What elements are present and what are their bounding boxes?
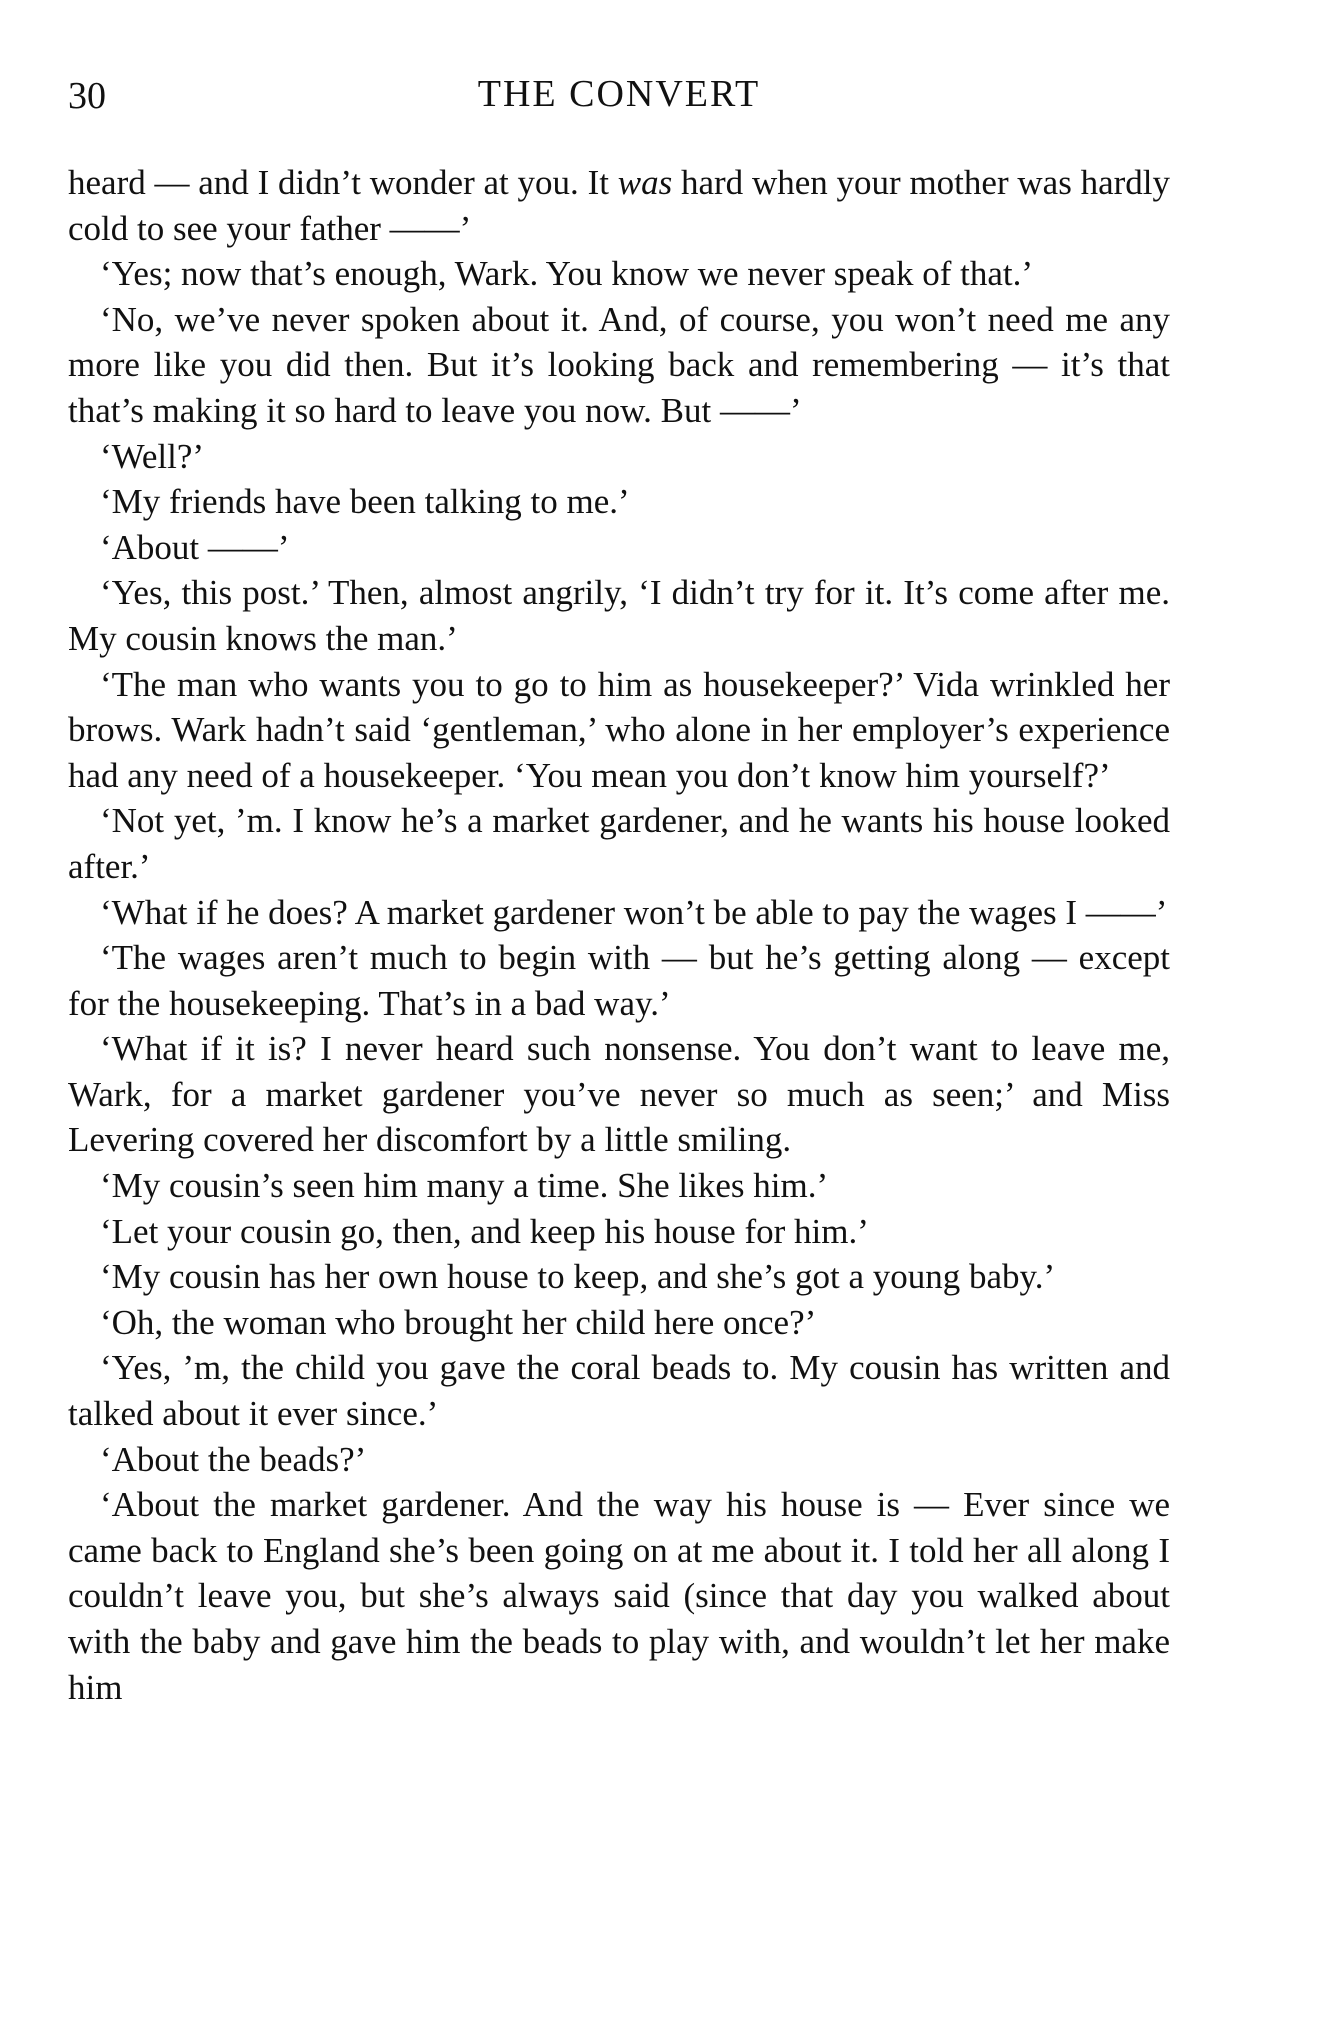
paragraph: ‘Yes, ’m, the child you gave the coral beads to. My cousin has written and talked about it ever since.’ xyxy=(68,1348,1170,1434)
page-number: 30 xyxy=(68,75,106,117)
paragraph: ‘What if he does? A market gardener won’t be able to pay the wages I ——’ xyxy=(100,892,1168,932)
paragraph: ‘About ——’ xyxy=(100,527,290,567)
paragraph: ‘Oh, the woman who brought her child here once?’ xyxy=(100,1302,817,1342)
italic-emphasis: was xyxy=(617,163,673,202)
page-body xyxy=(68,160,1170,1710)
page-header xyxy=(68,72,1170,124)
running-title: THE CONVERT xyxy=(477,73,761,115)
paragraph: ‘Yes, this post.’ Then, almost angrily, ‘I didn’t try for it. It’s come after me. My cousin knows the man.’ xyxy=(68,573,1170,658)
paragraph: ‘The wages aren’t much to begin with — but he’s getting along — except for the housekeeping. That’s in a bad way.’ xyxy=(68,938,1170,1023)
paragraph: ‘What if it is? I never heard such nonsense. You don’t want to leave me, Wark, for a market gardener you’ve never so much as seen;’ and Miss Levering covered her discomfort by a little smiling. xyxy=(68,1029,1170,1160)
paragraph-text: hard when your mother was hardly cold to see your father ——’ xyxy=(68,163,1170,248)
paragraph: ‘My cousin’s seen him many a time. She likes him.’ xyxy=(100,1166,829,1206)
paragraph: ‘My cousin has her own house to keep, and she’s got a young baby.’ xyxy=(100,1257,1056,1297)
paragraph: ‘Well?’ xyxy=(100,436,205,476)
paragraph: ‘The man who wants you to go to him as housekeeper?’ Vida wrinkled her brows. Wark hadn’t said ‘gentleman,’ who alone in her employer’s experience had any need of a housekeeper. ‘You mean you don’t know him yourself?’ xyxy=(68,664,1170,795)
paragraph: ‘My friends have been talking to me.’ xyxy=(100,482,630,522)
paragraph: ‘Yes; now that’s enough, Wark. You know we never speak of that.’ xyxy=(100,254,1034,294)
paragraph: ‘Not yet, ’m. I know he’s a market gardener, and he wants his house looked after.’ xyxy=(68,801,1170,886)
paragraph: ‘No, we’ve never spoken about it. And, of course, you won’t need me any more like you did then. But it’s looking back and remembering — it’s that that’s making it so hard to leave you now. But ——’ xyxy=(68,299,1170,430)
paragraph xyxy=(68,160,1170,251)
paragraph-text: heard — and I didn’t wonder at you. It xyxy=(68,163,618,202)
paragraph: ‘About the beads?’ xyxy=(100,1439,367,1479)
book-page xyxy=(68,72,1170,1710)
paragraph: ‘Let your cousin go, then, and keep his house for him.’ xyxy=(100,1211,869,1251)
paragraph: ‘About the market gardener. And the way his house is — Ever since we came back to England she’s been going on at me about it. I told her all along I couldn’t leave you, but she’s always said (since that day you walked about with the baby and gave him the beads to play with, and wouldn’t let her make him xyxy=(68,1485,1170,1707)
